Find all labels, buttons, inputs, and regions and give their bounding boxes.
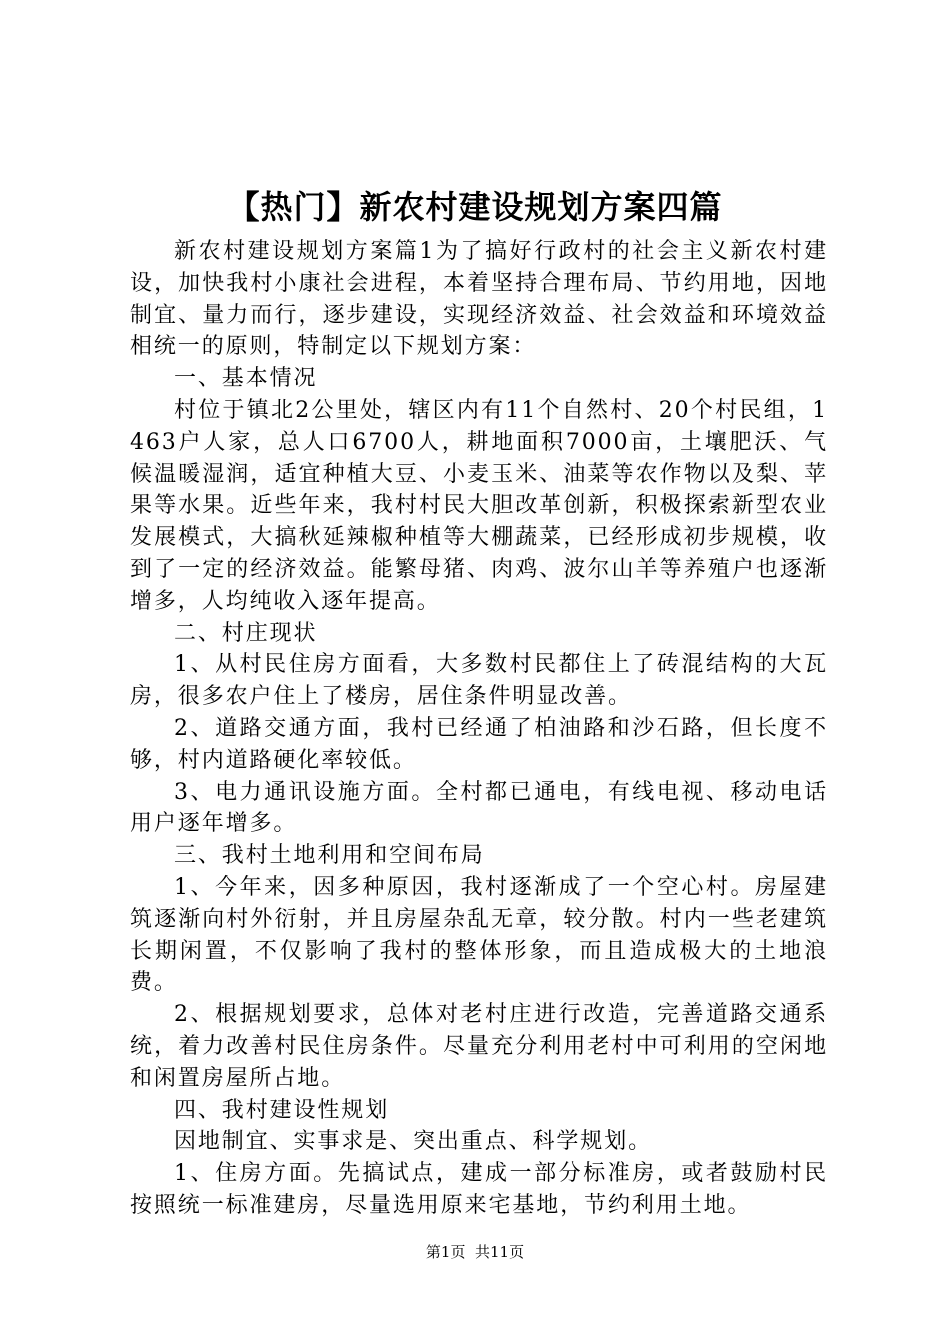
housing-plan-paragraph: 1、住房方面。先搞试点，建成一部分标准房，或者鼓励村民按照统一标准建房，尽量选用原来宅基地，节约利用土地。 <box>130 1161 828 1218</box>
housing-status-paragraph: 1、从村民住房方面看，大多数村民都住上了砖混结构的大瓦房，很多农户住上了楼房，居住条件明显改善。 <box>130 652 828 710</box>
document-body <box>130 236 828 1222</box>
power-telecom-paragraph: 3、电力通讯设施方面。全村都已通电，有线电视、移动电话用户逐年增多。 <box>130 779 828 837</box>
footer-gap <box>465 1243 475 1261</box>
section-heading-construction-plan: 四、我村建设性规划 <box>174 1097 390 1123</box>
section-heading-land-use: 三、我村土地利用和空间布局 <box>174 843 485 869</box>
plan-principle-paragraph: 因地制宜、实事求是、突出重点、科学规划。 <box>174 1129 653 1155</box>
intro-paragraph: 新农村建设规划方案篇1为了搞好行政村的社会主义新农村建设，加快我村小康社会进程，本着坚持合理布局、节约用地，因地制宜、量力而行，逐步建设，实现经济效益、社会效益和环境效益相统一的原则，特制定以下规划方案： <box>130 239 828 360</box>
basic-info-paragraph: 村位于镇北2公里处，辖区内有11个自然村、20个村民组，1463户人家，总人口6700人，耕地面积7000亩，土壤肥沃、气候温暖湿润，适宜种植大豆、小麦玉米、油菜等农作物以及梨、苹果等水果。近些年来，我村村民大胆改革创新，积极探索新型农业发展模式，大搞秋延辣椒种植等大棚蔬菜，已经形成初步规模，收到了一定的经济效益。能繁母猪、肉鸡、波尔山羊等养殖户也逐渐增多，人均纯收入逐年提高。 <box>130 397 828 614</box>
page-number: 第1页 <box>425 1243 466 1261</box>
page-total: 共11页 <box>475 1243 525 1261</box>
road-status-paragraph: 2、道路交通方面，我村已经通了柏油路和沙石路，但长度不够，村内道路硬化率较低。 <box>130 715 828 773</box>
land-use-paragraph-2: 2、根据规划要求，总体对老村庄进行改造，完善道路交通系统，着力改善村民住房条件。尽量充分利用老村中可利用的空闲地和闲置房屋所占地。 <box>130 1002 828 1091</box>
section-heading-village-status: 二、村庄现状 <box>174 620 318 646</box>
section-heading-basic-info: 一、基本情况 <box>174 366 318 392</box>
page-footer <box>0 1242 950 1262</box>
land-use-paragraph-1: 1、今年来，因多种原因，我村逐渐成了一个空心村。房屋建筑逐渐向村外衍射，并且房屋杂乱无章，较分散。村内一些老建筑长期闲置，不仅影响了我村的整体形象，而且造成极大的土地浪费。 <box>130 874 828 996</box>
document-title: 【热门】新农村建设规划方案四篇 <box>227 188 723 226</box>
